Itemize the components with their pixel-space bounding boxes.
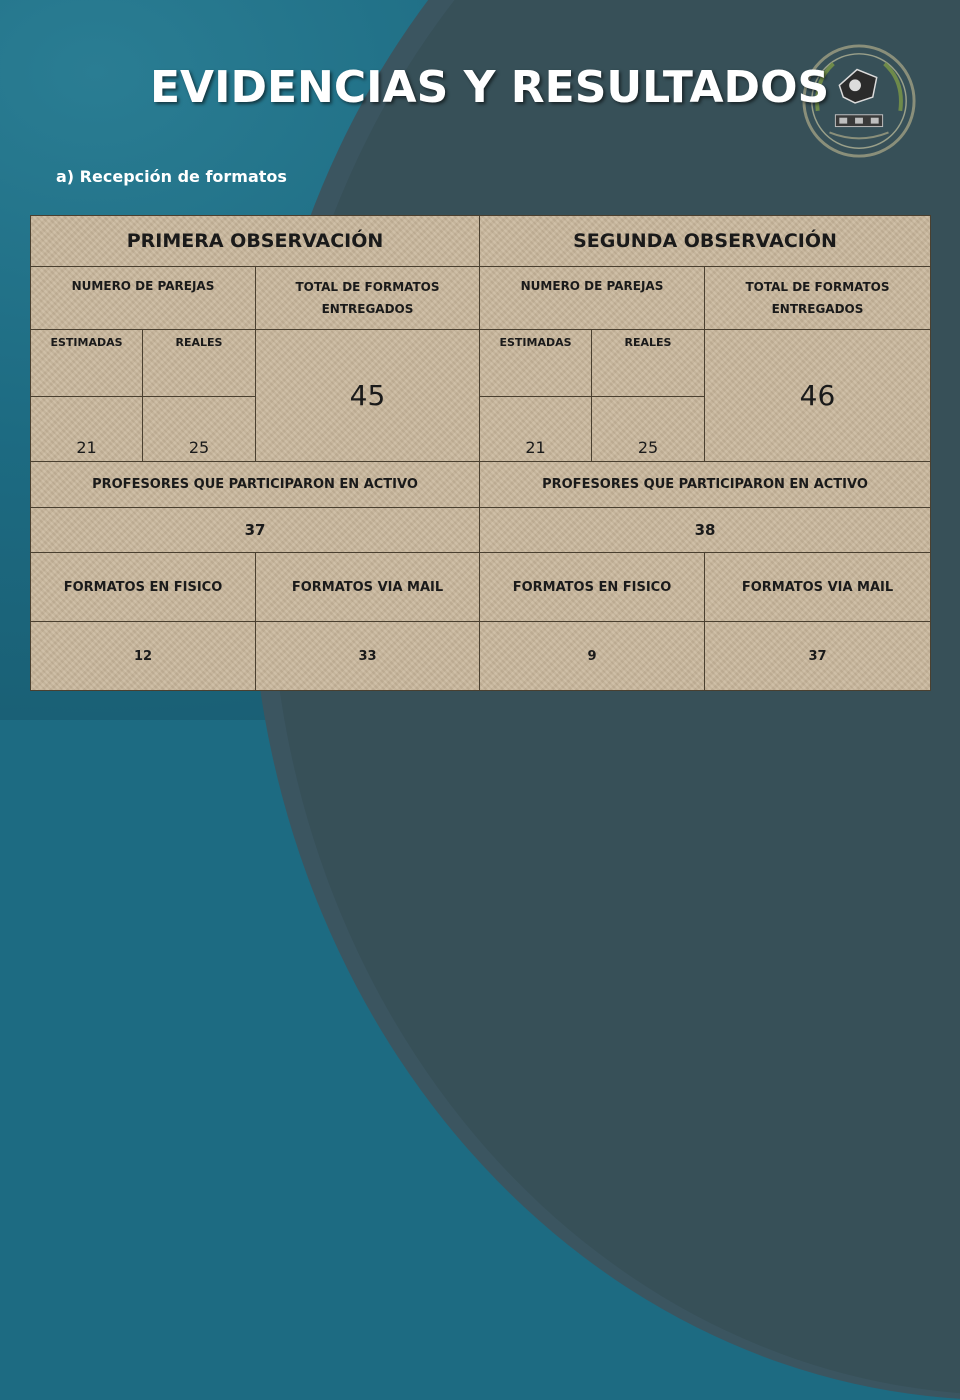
slide-title: EVIDENCIAS Y RESULTADOS <box>150 62 830 113</box>
table-row <box>31 462 931 507</box>
obs1-mail-header: FORMATOS VIA MAIL <box>256 553 480 622</box>
obs2-reales-header: REALES <box>592 330 705 397</box>
obs2-fisico-value: 9 <box>480 622 705 691</box>
slide-subtitle: a) Recepción de formatos <box>56 167 287 186</box>
obs2-mail-value: 37 <box>705 622 931 691</box>
obs1-estimadas-header: ESTIMADAS <box>31 330 143 397</box>
obs1-reales-header: REALES <box>143 330 256 397</box>
table-row <box>31 330 931 397</box>
table-row <box>31 553 931 622</box>
obs2-profesores-value: 38 <box>480 507 931 552</box>
table-row <box>31 266 931 329</box>
obs1-total-formatos-header: TOTAL DE FORMATOS ENTREGADOS <box>256 266 480 329</box>
obs1-estimadas-value: 21 <box>31 396 143 462</box>
obs2-profesores-header: PROFESORES QUE PARTICIPARON EN ACTIVO <box>480 462 931 507</box>
obs1-reales-value: 25 <box>143 396 256 462</box>
obs2-header: SEGUNDA OBSERVACIÓN <box>480 216 931 267</box>
obs2-fisico-header: FORMATOS EN FISICO <box>480 553 705 622</box>
obs1-profesores-value: 37 <box>31 507 480 552</box>
table-row <box>31 216 931 267</box>
obs1-numero-parejas-header: NUMERO DE PAREJAS <box>31 266 256 329</box>
obs1-fisico-value: 12 <box>31 622 256 691</box>
obs2-estimadas-header: ESTIMADAS <box>480 330 592 397</box>
obs1-total-value: 45 <box>256 330 480 462</box>
results-table <box>30 215 931 691</box>
background-swoosh-inner <box>270 0 960 1395</box>
obs1-header: PRIMERA OBSERVACIÓN <box>31 216 480 267</box>
table-row <box>31 622 931 691</box>
obs2-mail-header: FORMATOS VIA MAIL <box>705 553 931 622</box>
obs2-total-formatos-header: TOTAL DE FORMATOS ENTREGADOS <box>705 266 931 329</box>
obs1-mail-value: 33 <box>256 622 480 691</box>
table-row <box>31 507 931 552</box>
obs2-reales-value: 25 <box>592 396 705 462</box>
obs2-estimadas-value: 21 <box>480 396 592 462</box>
obs2-numero-parejas-header: NUMERO DE PAREJAS <box>480 266 705 329</box>
obs1-fisico-header: FORMATOS EN FISICO <box>31 553 256 622</box>
obs2-total-value: 46 <box>705 330 931 462</box>
obs1-profesores-header: PROFESORES QUE PARTICIPARON EN ACTIVO <box>31 462 480 507</box>
